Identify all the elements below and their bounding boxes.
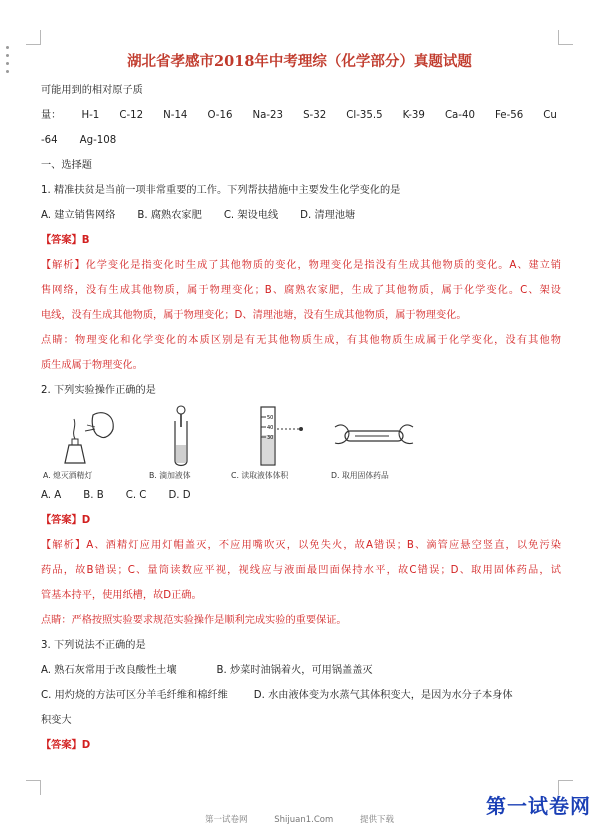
atomic-mass: O-16: [207, 110, 233, 121]
atomic-mass: N-14: [163, 110, 188, 121]
hands-test-tube-icon: [331, 405, 417, 469]
question-2-analysis-line: 药品，故B错误；C、量筒读数应平视，视线应与液面最凹面保持水平，故C错误；D、取用固体药品，试: [41, 565, 561, 576]
question-1-tip-line: 质生成属于物理变化。: [41, 360, 143, 371]
figure-a-caption: A. 熄灭酒精灯: [43, 471, 93, 480]
figure-c-caption: C. 读取液体体积: [231, 471, 289, 480]
atomic-mass: Fe-56: [495, 110, 524, 121]
crop-mark-top-left: [26, 30, 41, 45]
atomic-mass: C-12: [119, 110, 144, 121]
figure-c: [231, 405, 321, 481]
question-1-options: [41, 203, 561, 228]
option-c: C. C: [125, 490, 147, 501]
option-d: D. 清理池塘: [300, 210, 356, 221]
option-a: A. 熟石灰常用于改良酸性土壤: [41, 665, 177, 676]
question-3-options-2: [41, 683, 561, 708]
footer-download-note: 提供下载: [359, 815, 394, 825]
question-3-stem: 3. 下列说法不正确的是: [41, 640, 146, 651]
atomic-mass: Ag-108: [79, 135, 117, 146]
question-1-tip-line: 点睛：物理变化和化学变化的本质区别是有无其他物质生成，有其他物质生成属于化学变化，没有其他物: [41, 335, 561, 346]
option-c: C. 架设电线: [223, 210, 279, 221]
atomic-mass: S-32: [303, 110, 327, 121]
option-b: B. B: [83, 490, 104, 501]
figure-d: [331, 405, 417, 481]
atomic-mass: -64: [41, 135, 58, 146]
site-logo: 第一试卷网: [486, 794, 591, 818]
question-1-analysis-line: 售网络，没有生成其他物质，属于物理变化；B、腐熟农家肥，生成了其他物质，属于化学变化。C、架设: [41, 285, 561, 296]
option-a: A. A: [41, 490, 62, 501]
figure-a: [43, 405, 125, 481]
question-2-answer: 【答案】D: [41, 515, 91, 526]
crop-mark-bottom-left: [26, 780, 41, 795]
question-1-answer: 【答案】B: [41, 235, 90, 246]
atomic-label: 量：: [41, 110, 62, 121]
atomic-mass: Ca-40: [444, 110, 475, 121]
atomic-mass: Cl-35.5: [346, 110, 383, 121]
option-d: D. D: [168, 490, 191, 501]
atomic-intro: 可能用到的相对原子质: [41, 85, 143, 96]
tick-label: 50: [267, 415, 274, 421]
footer-site-name: 第一试卷网: [205, 815, 248, 825]
figure-b-caption: B. 滴加液体: [149, 471, 191, 480]
graduated-cylinder-icon: [231, 405, 321, 469]
option-c: C. 用灼烧的方法可区分羊毛纤维和棉纤维: [41, 690, 228, 701]
question-2-tip-line: 点睛：严格按照实验要求规范实验操作是顺利完成实验的重要保证。: [41, 615, 347, 626]
alcohol-lamp-blowing-icon: [43, 405, 125, 469]
tick-label: 30: [267, 435, 274, 441]
atomic-mass: K-39: [402, 110, 425, 121]
figure-b: [149, 405, 219, 481]
question-2-figures: [41, 405, 561, 481]
question-2-options: [41, 483, 561, 508]
option-d: D. 水由液体变为水蒸气其体积变大，是因为水分子本身体: [253, 690, 513, 701]
option-a: A. 建立销售网络: [41, 210, 116, 221]
option-b: B. 炒菜时油锅着火，可用锅盖盖灭: [216, 665, 373, 676]
atomic-masses-row: [41, 103, 561, 128]
figure-d-caption: D. 取用固体药品: [331, 471, 389, 480]
question-1-analysis-line: 电线，没有生成其他物质，属于物理变化；D、清理池塘，没有生成其他物质，属于物理变化。: [41, 310, 467, 321]
atomic-masses-row-2: [41, 128, 561, 153]
atomic-mass: Cu: [543, 110, 557, 121]
question-2-analysis-line: 【解析】A、酒精灯应用灯帽盖灭，不应用嘴吹灭，以免失火，故A错误；B、滴管应悬空竖直，以免污染: [41, 540, 561, 551]
atomic-mass: Na-23: [252, 110, 284, 121]
question-2-analysis-line: 管基本持平，使用纸槽，故D正确。: [41, 590, 202, 601]
question-3-options-1: [41, 658, 561, 683]
option-b: B. 腐熟农家肥: [137, 210, 202, 221]
question-1-analysis-line: 【解析】化学变化是指变化时生成了其他物质的变化，物理变化是指没有生成其他物质的变化。A、建立销: [41, 260, 561, 271]
question-3-answer: 【答案】D: [41, 740, 91, 751]
question-2-stem: 2. 下列实验操作正确的是: [41, 385, 156, 396]
document-body: [41, 78, 561, 758]
atomic-mass: H-1: [81, 110, 100, 121]
dropper-test-tube-icon: [149, 405, 219, 469]
page-title: 湖北省孝感市2018年中考理综（化学部分）真题试题: [127, 53, 472, 70]
footer-site-url[interactable]: Shijuan1.Com: [274, 815, 334, 825]
question-3-options-3: 积变大: [41, 715, 72, 726]
section-heading: 一、选择题: [41, 160, 92, 171]
question-1-stem: 1. 精准扶贫是当前一项非常重要的工作。下列帮扶措施中主要发生化学变化的是: [41, 185, 401, 196]
crop-mark-top-right: [558, 30, 573, 45]
tick-label: 40: [267, 425, 274, 431]
